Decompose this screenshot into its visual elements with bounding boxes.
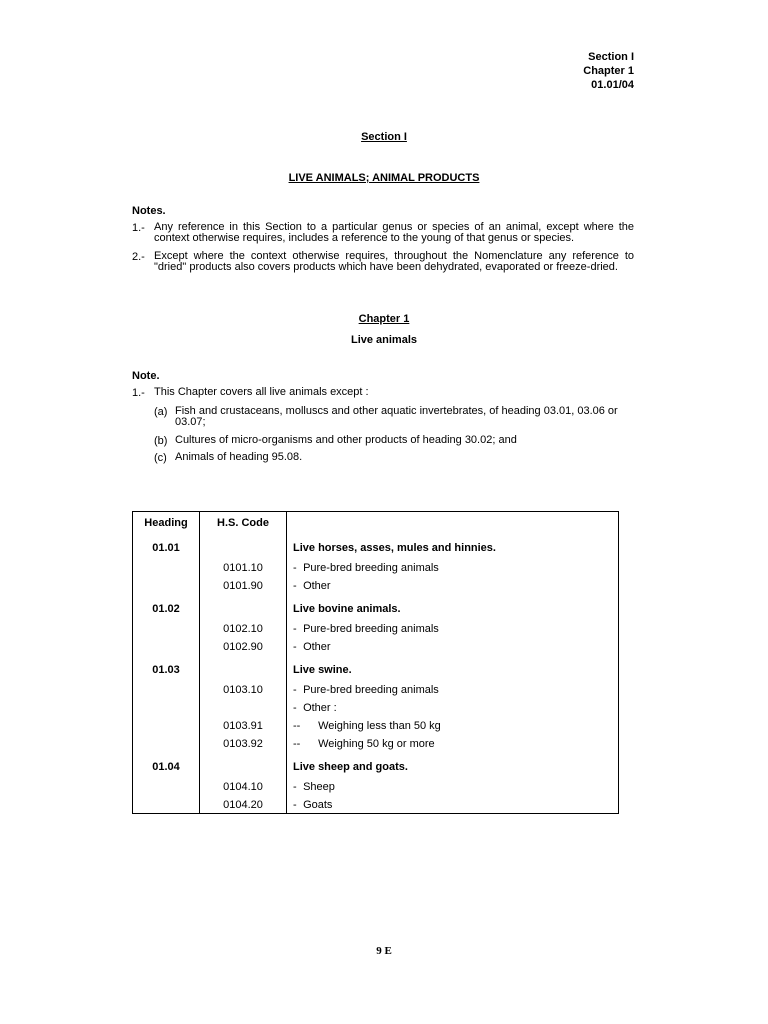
section-subtitle-text: LIVE ANIMALS; ANIMAL PRODUCTS: [288, 172, 480, 184]
heading-cell: [133, 735, 200, 753]
table-heading-row: [133, 753, 619, 778]
heading-cell: [133, 620, 200, 638]
hs-code-cell: 0101.10: [200, 559, 287, 577]
chapter-note-heading: Note.: [132, 370, 160, 382]
indent-dash: -: [293, 702, 297, 714]
chapter-title-text: Chapter 1: [358, 313, 410, 325]
table-row: [133, 699, 619, 717]
heading-cell: [133, 717, 200, 735]
hs-code-cell: [200, 656, 287, 681]
exception-text: Cultures of micro-organisms and other products of heading 30.02; and: [175, 434, 517, 446]
section-subtitle: [0, 172, 768, 184]
hs-code-cell: [200, 534, 287, 559]
exception-text: Animals of heading 95.08.: [175, 451, 303, 463]
description-text: Live sheep and goats.: [293, 760, 408, 773]
table-header-row: [133, 512, 619, 535]
indent-dash: -: [293, 684, 297, 696]
chapter-note-number: 1.-: [132, 387, 145, 399]
chapter-note-text: This Chapter covers all live animals except :: [154, 386, 369, 398]
description-cell: [287, 681, 619, 699]
column-header-heading: Heading: [133, 512, 200, 535]
table-heading-row: [133, 534, 619, 559]
table-row: [133, 559, 619, 577]
table-heading-row: [133, 656, 619, 681]
description-cell: [287, 796, 619, 814]
hs-code-cell: 0103.91: [200, 717, 287, 735]
description-cell: [287, 620, 619, 638]
hs-code-cell: 0103.92: [200, 735, 287, 753]
indent-dash: -: [293, 781, 297, 793]
exception-label: (a): [154, 406, 168, 418]
indent-dash: --: [293, 720, 301, 732]
description-text: Pure-bred breeding animals: [303, 684, 439, 696]
section-title-text: Section I: [361, 131, 407, 143]
description-cell: [287, 577, 619, 595]
section-note-text: Any reference in this Section to a particular genus or species of an animal, except where the context otherwise requires, includes a reference to the young of that genus or species.: [154, 221, 634, 244]
table-row: [133, 796, 619, 814]
column-header-hs-code: H.S. Code: [200, 512, 287, 535]
description-cell: [287, 559, 619, 577]
header-chapter: Chapter 1: [583, 65, 634, 77]
table-row: [133, 735, 619, 753]
description-cell: [287, 699, 619, 717]
hs-code-cell: [200, 699, 287, 717]
indent-dash: -: [293, 623, 297, 635]
hs-code-cell: [200, 595, 287, 620]
indent-dash: -: [293, 562, 297, 574]
hs-code-cell: [200, 753, 287, 778]
heading-cell: [133, 577, 200, 595]
heading-cell: 01.02: [133, 595, 200, 620]
exception-label: (c): [154, 452, 167, 464]
hs-code-cell: 0103.10: [200, 681, 287, 699]
description-text: Other: [303, 580, 331, 592]
page-number: 9 E: [376, 945, 392, 957]
description-cell: [287, 735, 619, 753]
hs-code-cell: 0102.10: [200, 620, 287, 638]
heading-cell: [133, 638, 200, 656]
section-note-text: Except where the context otherwise requires, throughout the Nomenclature any reference to "dried" products also covers products which have been dehydrated, evaporated or freeze-dried.: [154, 250, 634, 273]
description-text: Weighing 50 kg or more: [318, 738, 435, 750]
indent-dash: -: [293, 798, 297, 811]
description-text: Live bovine animals.: [293, 602, 401, 615]
description-text: Pure-bred breeding animals: [303, 623, 439, 635]
description-text: Other: [303, 641, 331, 653]
header-section: Section I: [588, 51, 634, 63]
heading-cell: 01.04: [133, 753, 200, 778]
table-row: [133, 620, 619, 638]
description-text: Goats: [303, 798, 333, 811]
description-text: Other :: [303, 702, 337, 714]
column-header-description: [287, 512, 619, 535]
header-code: 01.01/04: [591, 79, 634, 91]
hs-code-table: [132, 511, 619, 814]
heading-cell: 01.01: [133, 534, 200, 559]
section-notes-heading: Notes.: [132, 205, 166, 217]
heading-cell: 01.03: [133, 656, 200, 681]
chapter-title: [0, 313, 768, 325]
section-note-number: 1.-: [132, 222, 145, 234]
heading-cell: [133, 699, 200, 717]
description-cell: [287, 595, 619, 620]
description-cell: [287, 717, 619, 735]
hs-code-cell: 0101.90: [200, 577, 287, 595]
table-body: [133, 534, 619, 814]
description-cell: [287, 656, 619, 681]
hs-code-cell: 0104.20: [200, 796, 287, 814]
indent-dash: -: [293, 641, 297, 653]
table-row: [133, 638, 619, 656]
description-cell: [287, 778, 619, 796]
heading-cell: [133, 796, 200, 814]
table-heading-row: [133, 595, 619, 620]
description-text: Live swine.: [293, 663, 352, 676]
indent-dash: --: [293, 738, 301, 750]
heading-cell: [133, 778, 200, 796]
heading-cell: [133, 559, 200, 577]
chapter-subtitle: Live animals: [350, 334, 418, 346]
hs-code-cell: 0104.10: [200, 778, 287, 796]
hs-code-cell: 0102.90: [200, 638, 287, 656]
indent-dash: -: [293, 580, 297, 592]
table-row: [133, 778, 619, 796]
description-text: Pure-bred breeding animals: [303, 562, 439, 574]
description-cell: [287, 534, 619, 559]
exception-text: Fish and crustaceans, molluscs and other aquatic invertebrates, of heading 03.01, 03.06 or 03.07;: [175, 405, 618, 428]
description-cell: [287, 753, 619, 778]
running-header: [583, 50, 634, 92]
exception-label: (b): [154, 435, 168, 447]
table-row: [133, 577, 619, 595]
description-text: Weighing less than 50 kg: [318, 720, 441, 732]
description-text: Live horses, asses, mules and hinnies.: [293, 541, 496, 554]
section-note-number: 2.-: [132, 251, 145, 263]
heading-cell: [133, 681, 200, 699]
description-cell: [287, 638, 619, 656]
table-row: [133, 717, 619, 735]
table-row: [133, 681, 619, 699]
description-text: Sheep: [303, 781, 335, 793]
section-title: [0, 131, 768, 143]
